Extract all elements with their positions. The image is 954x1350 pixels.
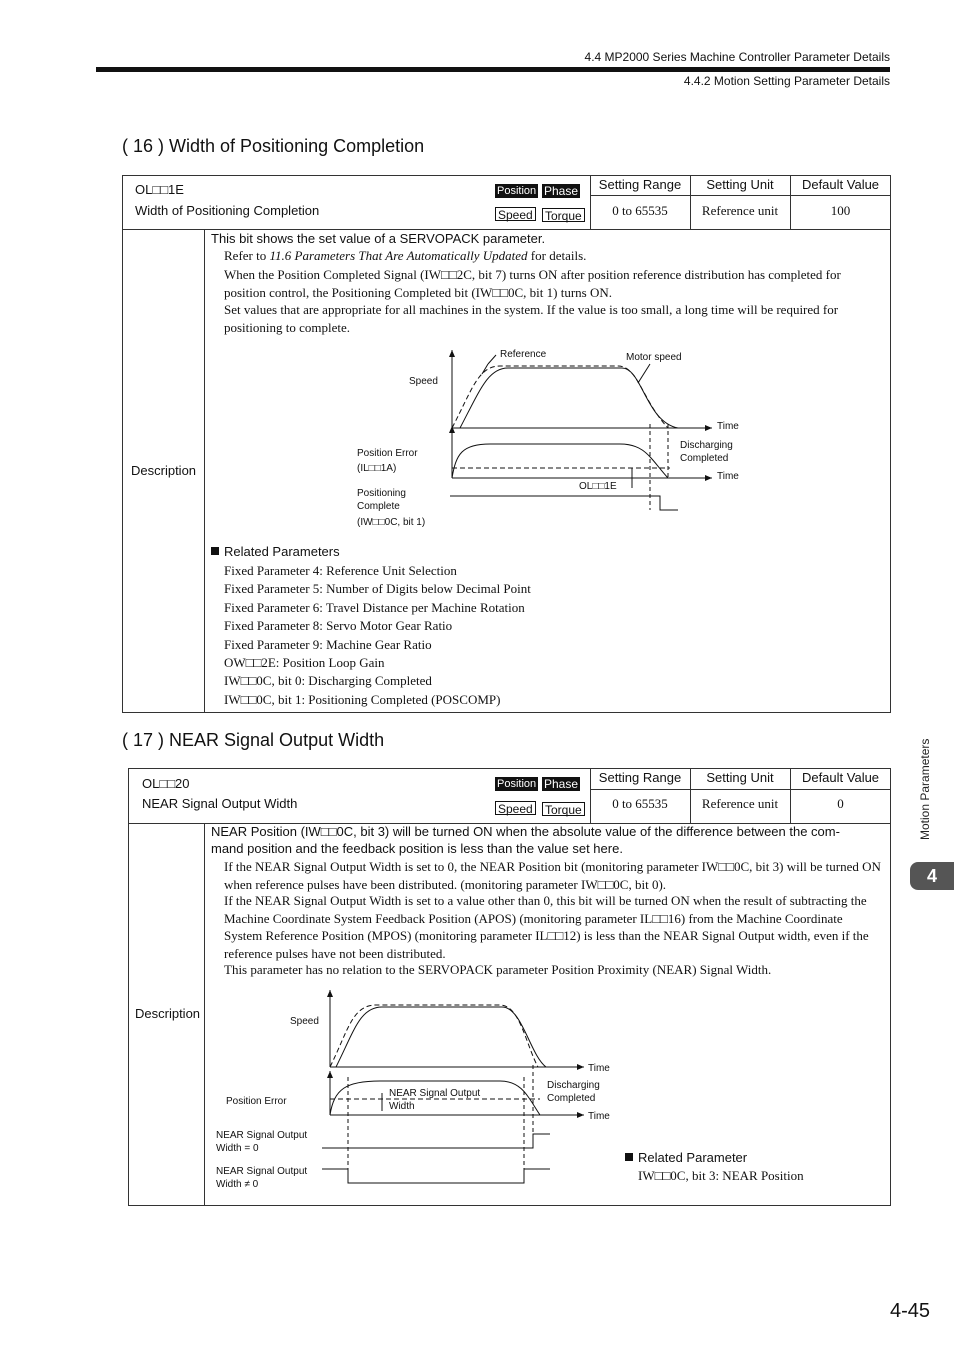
motor-speed-curve (460, 368, 678, 428)
label-speed: Speed (290, 1016, 319, 1027)
divider (204, 823, 205, 1206)
label-width-n0: Width ≠ 0 (216, 1179, 259, 1190)
related-parameter-heading: Related Parameter (625, 1149, 747, 1167)
label-completed: Completed (547, 1093, 596, 1104)
label-width-0: Width = 0 (216, 1143, 259, 1154)
label-time: Time (717, 421, 739, 432)
label-reference: Reference (500, 349, 547, 360)
label-width-0: NEAR Signal Output (216, 1130, 308, 1141)
label-discharging: Discharging (547, 1080, 600, 1091)
description-para: Set values that are appropriate for all machines in the system. If the value is too small, a long time will be required for positioning to complete. (224, 302, 839, 335)
reference-pointer (482, 364, 488, 374)
description-lead: This bit shows the set value of a SERVOPACK parameter. (211, 231, 546, 246)
related-item: IW□□0C, bit 0: Discharging Completed (224, 673, 432, 689)
section-17-title: ( 17 ) NEAR Signal Output Width (122, 730, 385, 750)
label-position-error: Position Error (226, 1096, 287, 1107)
value-setting-range: 0 to 65535 (612, 203, 668, 218)
near-width-n0-signal (322, 1169, 550, 1183)
header-subsection: 4.4.2 Motion Setting Parameter Details (683, 74, 890, 88)
related-list (224, 562, 531, 709)
label-positioning: Positioning (357, 488, 406, 499)
value-setting-range: 0 to 65535 (612, 796, 668, 811)
header-default-value: Default Value (801, 770, 880, 785)
cross-reference: 11.6 Parameters That Are Automatically Updated (269, 248, 528, 263)
label-il1a: (IL□□1A) (357, 463, 397, 474)
description-para: When the Position Completed Signal (IW□□2C, bit 7) turns ON after position reference distribution has completed for position control, the Positioning Completed bit (IW□□0C, bit 1) turns ON. (224, 267, 841, 300)
description-label: Description (131, 463, 197, 478)
reference-curve (452, 366, 668, 428)
description-lead: NEAR Position (IW□□0C, bit 3) will be turned ON when the absolute value of the difference between the com- (211, 824, 840, 839)
header-setting-unit: Setting Unit (706, 177, 774, 192)
tag-phase: Phase (544, 184, 579, 198)
value-default: 0 (837, 796, 844, 811)
square-bullet-icon (625, 1153, 633, 1161)
description-lead: mand position and the feedback position is less than the value set here. (211, 841, 623, 856)
label-iw0c-bit1: (IW□□0C, bit 1) (357, 517, 426, 528)
param-code: OL□□20 (142, 776, 190, 791)
chapter-tab[interactable]: 4 (910, 862, 954, 890)
positioning-completion-diagram (340, 340, 760, 530)
description-para: This parameter has no relation to the SERVOPACK parameter Position Proximity (NEAR) Signal Width. (224, 962, 772, 977)
label-ol1e: OL□□1E (579, 481, 617, 492)
related-item: IW□□0C, bit 3: NEAR Position (638, 1168, 804, 1183)
square-bullet-icon (211, 547, 219, 555)
label-discharging: Discharging (680, 440, 733, 451)
tag-torque: Torque (542, 208, 585, 222)
related-item: Fixed Parameter 6: Travel Distance per Machine Rotation (224, 599, 525, 615)
label-time: Time (588, 1111, 610, 1122)
related-item: Fixed Parameter 4: Reference Unit Selection (224, 563, 457, 578)
header-rule (96, 67, 890, 72)
param-code: OL□□1E (135, 182, 184, 197)
positioning-complete-signal (450, 496, 678, 510)
header-default-value: Default Value (801, 177, 880, 192)
label-width-n0: NEAR Signal Output (216, 1166, 308, 1177)
param-name: Width of Positioning Completion (135, 203, 320, 218)
header-section: 4.4 MP2000 Series Machine Controller Parameter Details (584, 50, 890, 64)
related-item: OW□□2E: Position Loop Gain (224, 654, 385, 670)
description-para: Refer to 11.6 Parameters That Are Automatically Updated for details. (224, 248, 587, 263)
label-completed: Completed (680, 453, 729, 464)
label-position-error: Position Error (357, 448, 418, 459)
tag-speed: Speed (495, 207, 536, 221)
label-time: Time (717, 471, 739, 482)
related-parameters-heading: Related Parameters (211, 543, 340, 561)
position-error-curve (452, 444, 668, 478)
near-signal-diagram (210, 985, 630, 1195)
related-item: Fixed Parameter 8: Servo Motor Gear Ratio (224, 618, 453, 634)
divider (204, 229, 205, 713)
label-near-width: NEAR Signal Output (389, 1088, 481, 1099)
description-label: Description (135, 1006, 201, 1021)
chapter-label: Motion Parameters (918, 738, 932, 840)
tag-phase: Phase (544, 777, 579, 791)
related-item: Fixed Parameter 9: Machine Gear Ratio (224, 636, 432, 652)
tag-speed: Speed (495, 801, 536, 815)
tag-position: Position (497, 778, 537, 790)
tag-position: Position (497, 185, 537, 197)
label-speed: Speed (409, 376, 438, 387)
tag-torque: Torque (542, 802, 585, 816)
description-para: If the NEAR Signal Output Width is set to 0, the NEAR Position bit (monitoring parameter IW□□0C, bit 3) will be turned ON when reference pulses have been distributed. (monitoring parameter IW□□0C, bit 0). (224, 859, 881, 892)
label-time: Time (588, 1063, 610, 1074)
value-setting-unit: Reference unit (701, 203, 779, 218)
header-setting-range: Setting Range (598, 770, 682, 785)
value-setting-unit: Reference unit (701, 796, 779, 811)
related-item: Fixed Parameter 5: Number of Digits below Decimal Point (224, 581, 531, 597)
related-item: IW□□0C, bit 1: Positioning Completed (POSCOMP) (224, 691, 501, 707)
motor-speed-pointer (638, 364, 650, 383)
param-name: NEAR Signal Output Width (142, 796, 298, 811)
divider (590, 789, 891, 790)
label-complete: Complete (357, 501, 400, 512)
value-default: 100 (830, 203, 851, 218)
section-16-title: ( 16 ) Width of Positioning Completion (122, 136, 425, 156)
page-number: 4-45 (889, 1300, 930, 1322)
reference-curve (330, 1005, 538, 1067)
near-width-0-signal (322, 1134, 550, 1148)
header-setting-unit: Setting Unit (706, 770, 774, 785)
label-width: Width (389, 1101, 415, 1112)
description-para: If the NEAR Signal Output Width is set to a value other than 0, this bit will be turned ON when the result of subtracting the Machine Coordinate System Feedback Position (APOS) (monitoring parameter IL□□16) from the Machine Coordinate System Reference Position (MPOS) (monitoring parameter IL□□12) is less than the NEAR Signal Output width, even if the reference pulses have not been distributed. (224, 893, 869, 961)
divider (590, 195, 891, 196)
motor-speed-curve (336, 1007, 546, 1067)
label-motor-speed: Motor speed (626, 352, 682, 363)
header-setting-range: Setting Range (598, 177, 682, 192)
